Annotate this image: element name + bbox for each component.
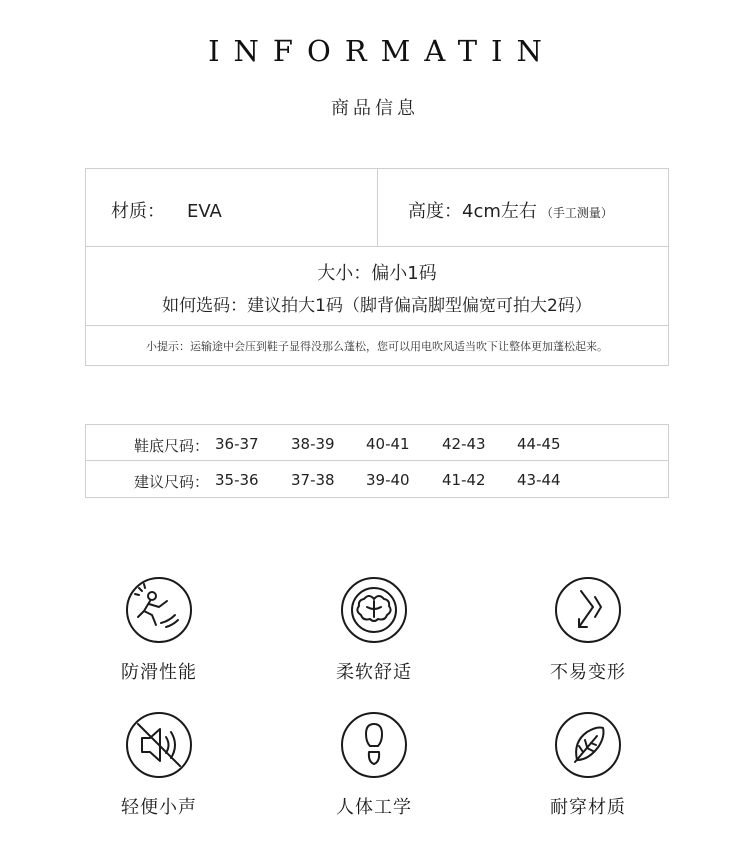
material-value: EVA — [187, 201, 222, 222]
feature-label: 柔软舒适 — [336, 662, 412, 683]
height-note: （手工测量） — [540, 206, 613, 220]
feature-durable — [518, 712, 658, 819]
size-cell: 35-36 — [215, 471, 259, 489]
feature-soft — [304, 577, 444, 684]
size-cell: 39-40 — [366, 471, 410, 489]
size-cell: 38-39 — [291, 435, 335, 453]
size-chart-table — [85, 424, 669, 498]
mute-speaker-icon — [126, 712, 192, 778]
feature-no-deform — [518, 577, 658, 684]
anti-slip-icon — [126, 577, 192, 643]
bounce-arrow-icon — [555, 577, 621, 643]
page-title: INFORMATIN — [208, 34, 556, 68]
feature-label: 防滑性能 — [121, 662, 197, 683]
cell-divider — [377, 169, 378, 247]
info-row-material-height — [86, 169, 668, 247]
height-text: 高度：4cm左右 — [408, 201, 537, 222]
size-cell: 43-44 — [517, 471, 561, 489]
material-label: 材质： — [111, 201, 165, 222]
size-cell: 41-42 — [442, 471, 486, 489]
feature-quiet — [89, 712, 229, 819]
size-cell: 37-38 — [291, 471, 335, 489]
feature-anti-slip — [89, 577, 229, 684]
feature-label: 不易变形 — [550, 662, 626, 683]
feature-label: 人体工学 — [336, 797, 412, 818]
cotton-icon — [341, 577, 407, 643]
size-cell: 40-41 — [366, 435, 410, 453]
size-row-sole — [86, 425, 668, 461]
tip-text: 小提示：运输途中会压到鞋子显得没那么蓬松，您可以用电吹风适当吹下让整体更加蓬松起来。 — [146, 340, 608, 353]
feature-label: 耐穿材质 — [550, 797, 626, 818]
size-row-label: 建议尺码： — [134, 473, 210, 491]
size-cell: 36-37 — [215, 435, 259, 453]
height-cell — [408, 197, 613, 223]
info-row-tip — [86, 326, 668, 365]
size-row-label: 鞋底尺码： — [134, 437, 210, 455]
size-row-suggested — [86, 461, 668, 497]
feature-ergonomic — [304, 712, 444, 819]
product-info-table — [85, 168, 669, 366]
size-cell: 44-45 — [517, 435, 561, 453]
feature-label: 轻便小声 — [121, 797, 197, 818]
page-subtitle: 商品信息 — [331, 98, 419, 119]
info-row-size — [86, 247, 668, 326]
footprint-icon — [341, 712, 407, 778]
size-text: 大小：偏小1码 — [317, 263, 437, 284]
material-cell — [111, 197, 222, 223]
choose-size-text: 如何选码：建议拍大1码（脚背偏高脚型偏宽可拍大2码） — [162, 296, 592, 316]
leaf-icon — [555, 712, 621, 778]
size-cell: 42-43 — [442, 435, 486, 453]
